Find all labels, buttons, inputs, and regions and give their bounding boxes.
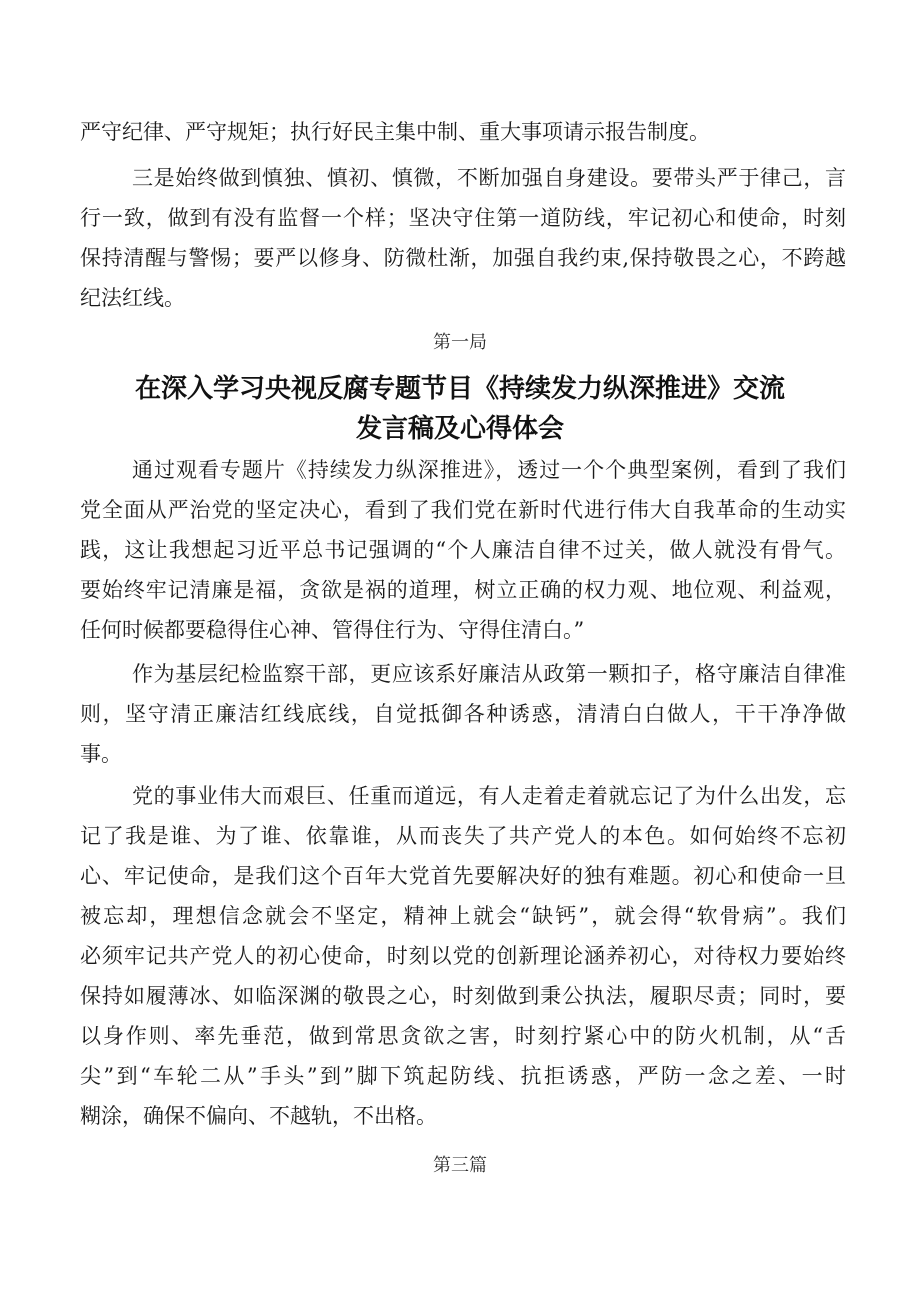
paragraph-line: 记了我是谁、为了谁、依靠谁，从而丧失了共产党人的本色。如何始终不忘初 bbox=[80, 824, 846, 848]
paragraph-line: 行一致，做到有没有监督一个样；坚决守住第一道防线，牢记初心和使命，时刻 bbox=[80, 206, 846, 230]
section-label: 第一局 bbox=[433, 332, 487, 353]
paragraph-line: 严守纪律、严守规矩；执行好民主集中制、重大事项请示报告制度。 bbox=[80, 120, 710, 144]
paragraph-line: 糊涂，确保不偏向、不越轨，不出格。 bbox=[80, 1104, 437, 1128]
paragraph-line: 以身作则、率先垂范，做到常思贪欲之害，时刻拧紧心中的防火机制，从“舌 bbox=[80, 1024, 846, 1048]
article-title-line-1: 在深入学习央视反腐专题节目《持续发力纵深推进》交流 bbox=[134, 374, 785, 404]
paragraph-line: 事。 bbox=[80, 742, 122, 766]
paragraph-line: 心、牢记使命，是我们这个百年大党首先要解决好的独有难题。初心和使命一旦 bbox=[80, 864, 846, 888]
section-label: 第三篇 bbox=[433, 1155, 487, 1176]
paragraph-line: 保持如履薄冰、如临深渊的敬畏之心，时刻做到秉公执法，履职尽责；同时，要 bbox=[80, 984, 846, 1008]
paragraph-line: 党的事业伟大而艰巨、任重而道远，有人走着走着就忘记了为什么出发，忘 bbox=[132, 784, 846, 808]
paragraph-line: 践，这让我想起习近平总书记强调的“个人廉洁自律不过关，做人就没有骨气。 bbox=[80, 538, 846, 562]
paragraph-line: 保持清醒与警惕；要严以修身、防微杜渐，加强自我约束,保持敬畏之心，不跨越 bbox=[80, 246, 846, 270]
paragraph-line: 尖”到“车轮二从”手头”到”脚下筑起防线、抗拒诱惑，严防一念之差、一时 bbox=[80, 1064, 846, 1088]
paragraph-line: 要始终牢记清廉是福，贪欲是祸的道理，树立正确的权力观、地位观、利益观， bbox=[80, 578, 846, 602]
paragraph-line: 则，坚守清正廉洁红线底线，自觉抵御各种诱惑，清清白白做人，干干净净做 bbox=[80, 702, 846, 726]
paragraph-line: 三是始终做到慎独、慎初、慎微，不断加强自身建设。要带头严于律己，言 bbox=[132, 166, 846, 190]
paragraph-line: 纪法红线。 bbox=[80, 286, 185, 310]
paragraph-line: 任何时候都要稳得住心神、管得住行为、守得住清白。” bbox=[80, 618, 585, 642]
paragraph-line: 必须牢记共产党人的初心使命，时刻以党的创新理论涵养初心，对待权力要始终 bbox=[80, 944, 846, 968]
paragraph-line: 通过观看专题片《持续发力纵深推进》，透过一个个典型案例，看到了我们 bbox=[132, 458, 846, 482]
article-title-line-2: 发言稿及心得体会 bbox=[355, 414, 564, 444]
paragraph-line: 作为基层纪检监察干部，更应该系好廉洁从政第一颗扣子，格守廉洁自律准 bbox=[132, 662, 846, 686]
paragraph-line: 被忘却，理想信念就会不坚定，精神上就会“缺钙”，就会得“软骨病”。我们 bbox=[80, 904, 846, 928]
paragraph-line: 党全面从严治党的坚定决心，看到了我们党在新时代进行伟大自我革命的生动实 bbox=[80, 498, 846, 522]
